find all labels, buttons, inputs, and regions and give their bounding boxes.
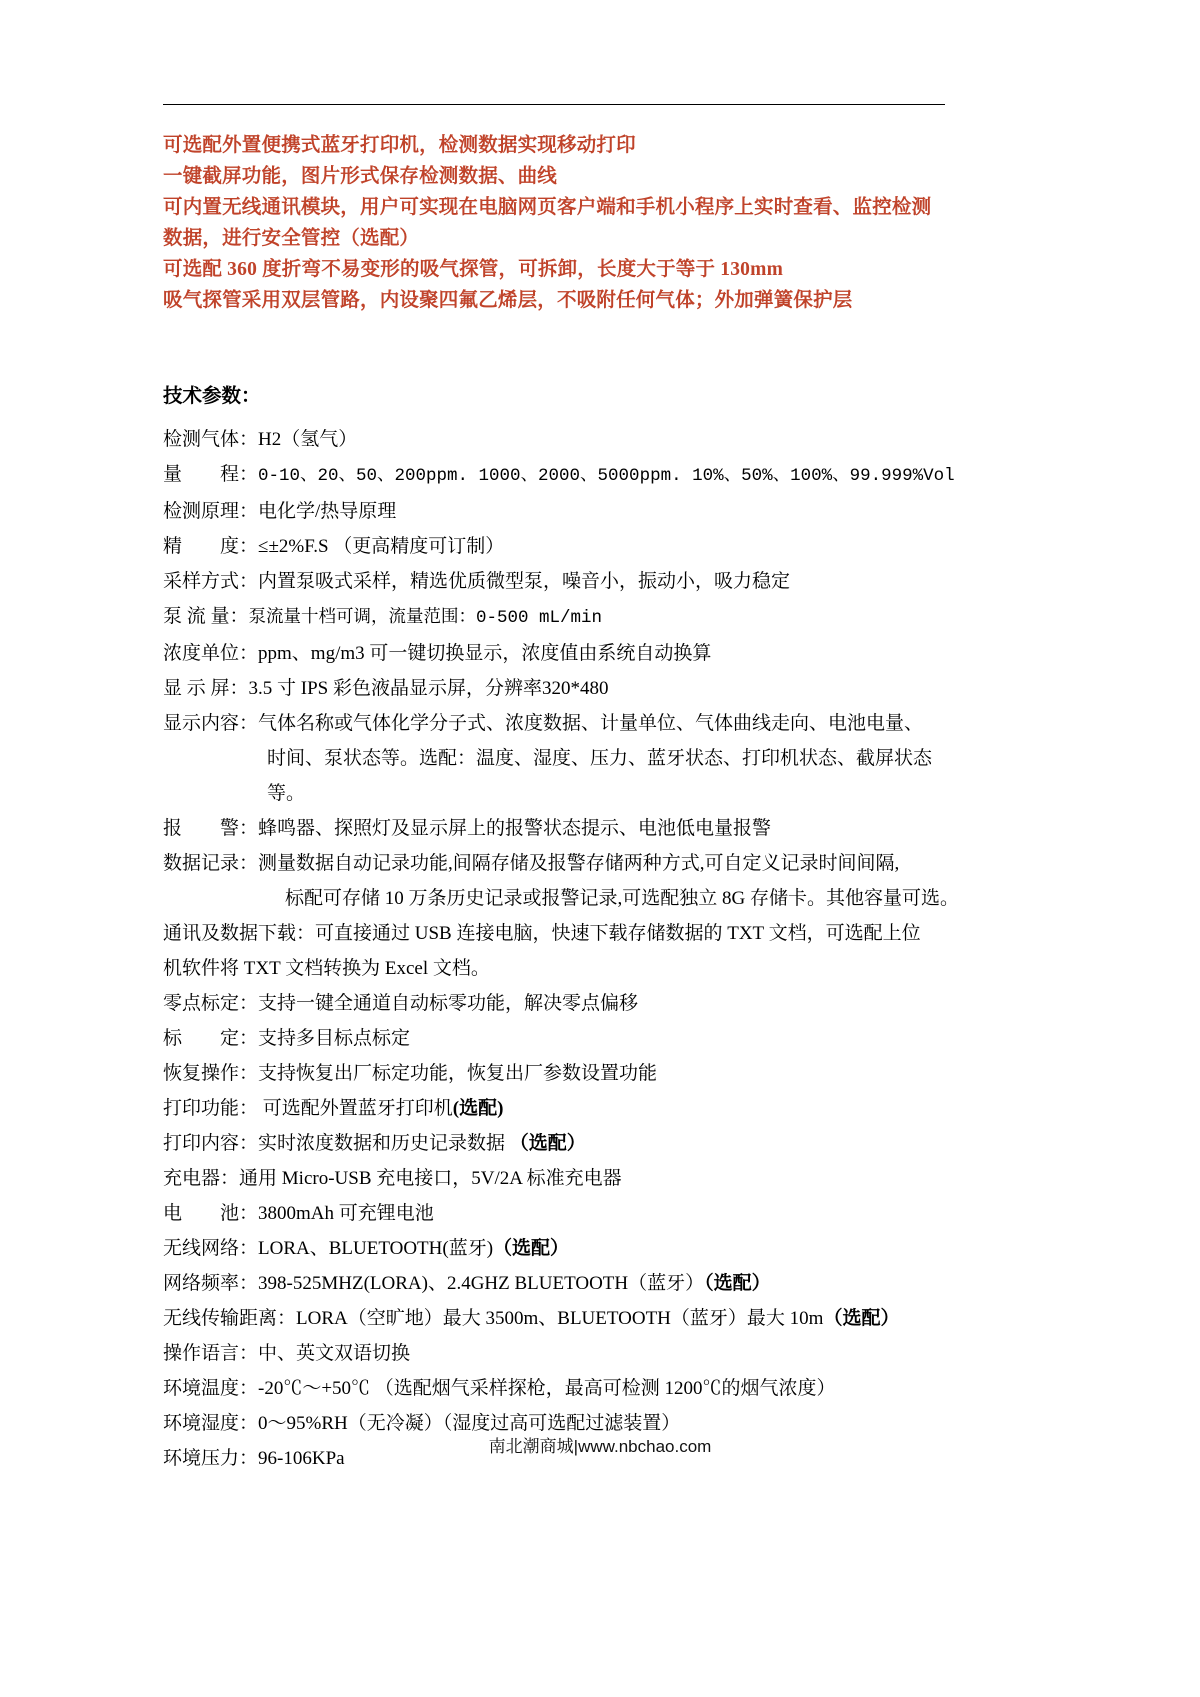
spec-value-continued: 时间、泵状态等。选配：温度、湿度、压力、蓝牙状态、打印机状态、截屏状态 bbox=[267, 748, 933, 769]
spec-value: 可直接通过 USB 连接电脑，快速下载存储数据的 TXT 文档，可选配上位 bbox=[315, 923, 921, 944]
spec-value: 中、英文双语切换 bbox=[258, 1343, 411, 1364]
spec-row bbox=[163, 706, 963, 811]
spec-row bbox=[163, 1126, 963, 1161]
spec-list bbox=[163, 422, 963, 1476]
spec-value: 支持一键全通道自动标零功能，解决零点偏移 bbox=[258, 993, 639, 1014]
spec-row bbox=[163, 1231, 963, 1266]
spec-value-optional: (选配) bbox=[452, 1098, 504, 1119]
spec-label: 显 示 屏： bbox=[163, 678, 249, 699]
spec-value: 0-10、20、50、200ppm. 1000、2000、5000ppm. 10%、50%、100%、99.999%Vol bbox=[258, 466, 955, 486]
spec-value-continued: 机软件将 TXT 文档转换为 Excel 文档。 bbox=[163, 958, 490, 979]
spec-value: -20℃～+50℃ （选配烟气采样探枪，最高可检测 1200℃的烟气浓度） bbox=[258, 1378, 836, 1399]
spec-label: 泵 流 量： bbox=[163, 606, 249, 627]
intro-line: 吸气探管采用双层管路，内设聚四氟乙烯层，不吸附任何气体；外加弹簧保护层 bbox=[163, 290, 853, 311]
spec-row bbox=[163, 916, 963, 986]
spec-row bbox=[163, 671, 963, 706]
spec-row bbox=[163, 1196, 963, 1231]
spec-row bbox=[163, 494, 963, 529]
spec-row bbox=[163, 1056, 963, 1091]
spec-value: LORA、BLUETOOTH(蓝牙) bbox=[258, 1238, 494, 1259]
intro-line: 数据，进行安全管控（选配） bbox=[163, 228, 420, 249]
spec-label: 报 警： bbox=[163, 818, 259, 839]
spec-value-optional: （选配） bbox=[823, 1308, 900, 1329]
spec-label: 环境压力： bbox=[163, 1448, 259, 1469]
spec-row bbox=[163, 1371, 963, 1406]
spec-row bbox=[163, 457, 963, 494]
spec-label: 显示内容： bbox=[163, 713, 259, 734]
page-footer: 南北潮商城|www.nbchao.com bbox=[488, 1437, 712, 1456]
spec-row bbox=[163, 1266, 963, 1301]
spec-value: 气体名称或气体化学分子式、浓度数据、计量单位、气体曲线走向、电池电量、 bbox=[258, 713, 924, 734]
intro-line: 一键截屏功能，图片形式保存检测数据、曲线 bbox=[163, 166, 558, 187]
spec-row bbox=[163, 1336, 963, 1371]
spec-row bbox=[163, 564, 963, 599]
spec-row bbox=[163, 599, 963, 636]
spec-value: H2（氢气） bbox=[258, 429, 358, 450]
intro-line: 可内置无线通讯模块，用户可实现在电脑网页客户端和手机小程序上实时查看、监控检测 bbox=[163, 197, 932, 218]
spec-row bbox=[163, 986, 963, 1021]
intro-feature-list bbox=[163, 130, 963, 316]
spec-value: 支持多目标点标定 bbox=[258, 1028, 411, 1049]
intro-line: 可选配外置便携式蓝牙打印机，检测数据实现移动打印 bbox=[163, 135, 636, 156]
spec-value: 398-525MHZ(LORA)、2.4GHZ BLUETOOTH（蓝牙） bbox=[258, 1273, 705, 1294]
spec-value: 可选配外置蓝牙打印机 bbox=[258, 1098, 453, 1119]
spec-label: 操作语言： bbox=[163, 1343, 259, 1364]
spec-label: 检测气体： bbox=[163, 429, 259, 450]
spec-value: 3.5 寸 IPS 彩色液晶显示屏，分辨率320*480 bbox=[248, 678, 609, 699]
spec-value: 内置泵吸式采样，精选优质微型泵，噪音小，振动小，吸力稳定 bbox=[258, 571, 791, 592]
header-divider bbox=[163, 104, 945, 105]
spec-row bbox=[163, 636, 963, 671]
spec-label: 打印内容： bbox=[163, 1133, 259, 1154]
spec-value-optional: （选配） bbox=[509, 1133, 586, 1154]
spec-label: 无线传输距离： bbox=[163, 1308, 297, 1329]
spec-label: 检测原理： bbox=[163, 501, 259, 522]
spec-label: 恢复操作： bbox=[163, 1063, 259, 1084]
spec-value: 泵流量十档可调，流量范围：0-500 mL/min bbox=[248, 608, 603, 628]
spec-row bbox=[163, 422, 963, 457]
spec-row bbox=[163, 1301, 963, 1336]
spec-label: 标 定： bbox=[163, 1028, 259, 1049]
spec-row bbox=[163, 1021, 963, 1056]
spec-value: 通用 Micro-USB 充电接口，5V/2A 标准充电器 bbox=[239, 1168, 622, 1189]
spec-row bbox=[163, 529, 963, 564]
spec-value: 支持恢复出厂标定功能，恢复出厂参数设置功能 bbox=[258, 1063, 658, 1084]
spec-value: ppm、mg/m3 可一键切换显示，浓度值由系统自动换算 bbox=[258, 643, 712, 664]
spec-value-optional: （选配） bbox=[493, 1238, 570, 1259]
spec-row bbox=[163, 1091, 963, 1126]
spec-row bbox=[163, 811, 963, 846]
spec-value: 蜂鸣器、探照灯及显示屏上的报警状态提示、电池低电量报警 bbox=[258, 818, 772, 839]
spec-value: 0～95%RH（无冷凝）（湿度过高可选配过滤装置） bbox=[258, 1413, 681, 1434]
spec-value: 电化学/热导原理 bbox=[258, 501, 397, 522]
spec-label: 打印功能： bbox=[163, 1098, 259, 1119]
spec-label: 数据记录： bbox=[163, 853, 259, 874]
spec-value-continued: 等。 bbox=[267, 783, 306, 804]
spec-label: 采样方式： bbox=[163, 571, 259, 592]
spec-label: 充电器： bbox=[163, 1168, 240, 1189]
spec-value: 3800mAh 可充锂电池 bbox=[258, 1203, 434, 1224]
spec-value-optional: （选配） bbox=[704, 1273, 771, 1294]
spec-row bbox=[163, 846, 963, 916]
spec-label: 浓度单位： bbox=[163, 643, 259, 664]
spec-value: 实时浓度数据和历史记录数据 bbox=[258, 1133, 510, 1154]
spec-value: 测量数据自动记录功能,间隔存储及报警存储两种方式,可自定义记录时间间隔, bbox=[258, 853, 900, 874]
spec-label: 通讯及数据下载： bbox=[163, 923, 316, 944]
spec-label: 网络频率： bbox=[163, 1273, 259, 1294]
spec-label: 量 程： bbox=[163, 464, 259, 485]
spec-label: 环境温度： bbox=[163, 1378, 259, 1399]
intro-line: 可选配 360 度折弯不易变形的吸气探管，可拆卸，长度大于等于 130mm bbox=[163, 259, 784, 280]
spec-label: 零点标定： bbox=[163, 993, 259, 1014]
section-title: 技术参数： bbox=[163, 386, 261, 407]
spec-row bbox=[163, 1161, 963, 1196]
spec-value: ≤±2%F.S （更高精度可订制） bbox=[258, 536, 505, 557]
spec-value-continued: 标配可存储 10 万条历史记录或报警记录,可选配独立 8G 存储卡。其他容量可选。 bbox=[285, 888, 959, 909]
spec-label: 电 池： bbox=[163, 1203, 259, 1224]
spec-label: 精 度： bbox=[163, 536, 259, 557]
document-body bbox=[163, 130, 963, 1476]
spec-value: 96-106KPa bbox=[258, 1448, 345, 1469]
spec-label: 环境湿度： bbox=[163, 1413, 259, 1434]
spec-value: LORA（空旷地）最大 3500m、BLUETOOTH（蓝牙）最大 10m bbox=[296, 1308, 824, 1329]
spec-label: 无线网络： bbox=[163, 1238, 259, 1259]
